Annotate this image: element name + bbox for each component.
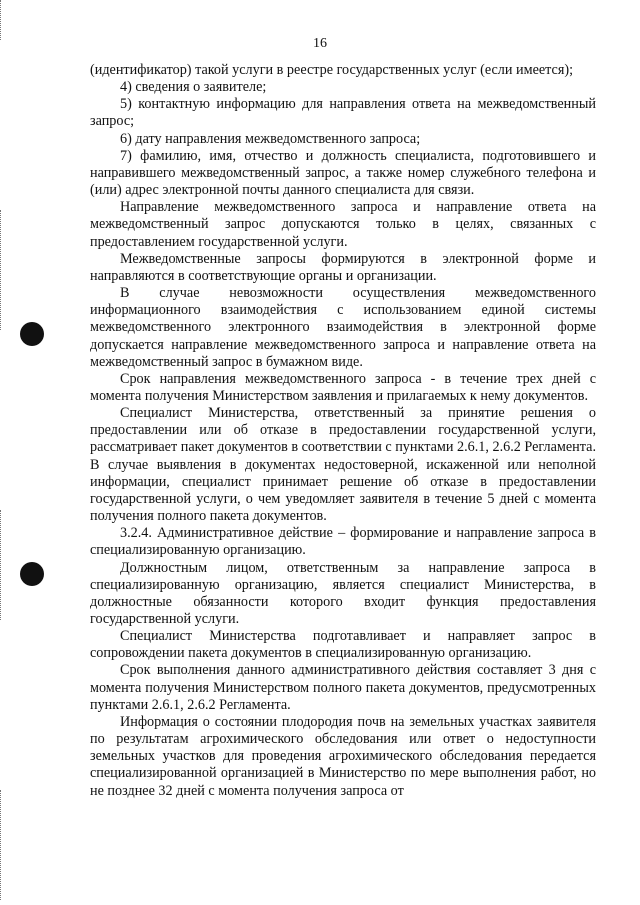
- paragraph: Информация о состоянии плодородия почв на земельных участках заявителя по результатам агрохимического обследования или ответ о недоступности земельных участков для проведения агрохимического обследования передается специализированной организацией в Министерство по мере выполнения работ, но не позднее 32 дней с момента получения запроса от: [90, 713, 596, 799]
- scan-edge-marks: [0, 510, 5, 620]
- paragraph: 7) фамилию, имя, отчество и должность специалиста, подготовившего и направившего межведомственный запрос, а также номер служебного телефона и (или) адрес электронной почты данного специалиста для связи.: [90, 147, 596, 199]
- paragraph: Должностным лицом, ответственным за направление запроса в специализированную организацию, является специалист Министерства, в должностные обязанности которого входит функция предоставления государственной услуги.: [90, 559, 596, 627]
- scan-edge-marks: [0, 0, 5, 40]
- paragraph: 4) сведения о заявителе;: [120, 79, 267, 96]
- paragraph: Специалист Министерства подготавливает и направляет запрос в сопровождении пакета документов в специализированную организацию.: [90, 628, 596, 662]
- document-body: [90, 62, 596, 800]
- punch-hole: [20, 562, 44, 586]
- paragraph: Межведомственные запросы формируются в электронной форме и направляются в соответствующие органы и организации.: [90, 250, 596, 284]
- paragraph: 6) дату направления межведомственного запроса;: [120, 130, 421, 147]
- paragraph: В случае невозможности осуществления межведомственного информационного взаимодействия с использованием единой системы межведомственного электронного взаимодействия в электронной форме допускается направление межведомственного запроса и направление ответа на межведомственный запрос в бумажном виде.: [90, 285, 596, 370]
- paragraph: 5) контактную информацию для направления ответа на межведомственный запрос;: [90, 96, 596, 130]
- page-number: 16: [313, 36, 327, 51]
- punch-hole: [20, 322, 44, 346]
- paragraph: Специалист Министерства, ответственный за принятие решения о предоставлении или об отказе в предоставлении государственной услуги, рассматривает пакет документов в соответствии с пунктами 2.6.1, 2.6.2 Регламента. В случае выявления в документах недостоверной, искаженной или неполной информации, специалист принимает решение об отказе в предоставлении государственной услуги, о чем уведомляет заявителя в течение 5 дней с момента получения полного пакета документов.: [90, 405, 596, 525]
- paragraph: Срок выполнения данного административного действия составляет 3 дня с момента получения Министерством полного пакета документов, предусмотренных пунктами 2.6.1, 2.6.2 Регламента.: [90, 662, 596, 713]
- paragraph: 3.2.4. Административное действие – формирование и направление запроса в специализированную организацию.: [90, 525, 596, 559]
- paragraph: (идентификатор) такой услуги в реестре государственных услуг (если имеется);: [90, 62, 574, 78]
- paragraph: Срок направления межведомственного запроса - в течение трех дней с момента получения Министерством заявления и прилагаемых к нему документов.: [90, 370, 596, 404]
- scan-edge-marks: [0, 210, 5, 330]
- scan-edge-marks: [0, 790, 5, 900]
- paragraph: Направление межведомственного запроса и направление ответа на межведомственный запрос допускаются только в целях, связанных с предоставлением государственной услуги.: [90, 199, 596, 250]
